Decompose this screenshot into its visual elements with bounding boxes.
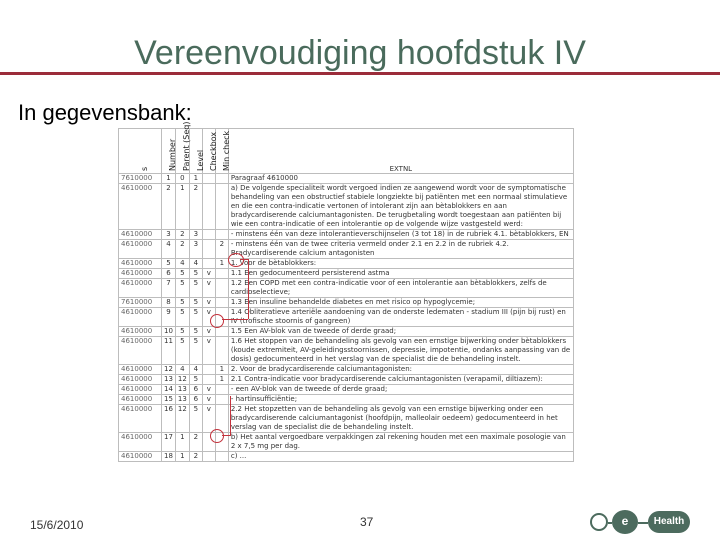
table-cell: 5 bbox=[175, 308, 189, 327]
table-cell-text: 1.1 Een gedocumenteerd persisterend astma bbox=[228, 269, 573, 279]
table-row bbox=[119, 184, 574, 230]
table-cell: 4610000 bbox=[119, 433, 162, 452]
table-cell: 5 bbox=[189, 308, 202, 327]
table-row bbox=[119, 298, 574, 308]
header-min-check: Min check bbox=[215, 129, 228, 174]
logo-line-icon bbox=[638, 522, 648, 524]
table-cell: 18 bbox=[162, 452, 176, 462]
table-cell: 13 bbox=[175, 385, 189, 395]
table-cell: 1 bbox=[189, 174, 202, 184]
table-cell bbox=[215, 395, 228, 405]
footer-date: 15/6/2010 bbox=[30, 518, 84, 532]
table-cell: 5 bbox=[189, 327, 202, 337]
table-cell: 5 bbox=[175, 298, 189, 308]
table-cell: 4610000 bbox=[119, 405, 162, 433]
table-cell: 13 bbox=[175, 395, 189, 405]
table-cell: 5 bbox=[162, 259, 176, 269]
table-cell: 2 bbox=[189, 184, 202, 230]
table-cell: v bbox=[202, 269, 215, 279]
table-row bbox=[119, 259, 574, 269]
table-cell: 4610000 bbox=[119, 184, 162, 230]
slide-title: Vereenvoudiging hoofdstuk IV bbox=[134, 34, 586, 72]
table-cell: 2 bbox=[175, 240, 189, 259]
table-cell bbox=[215, 327, 228, 337]
table-row bbox=[119, 308, 574, 327]
logo-health-badge: Health bbox=[648, 511, 690, 533]
header-checkbox: Checkbox bbox=[202, 129, 215, 174]
annotation-line-group2 bbox=[230, 396, 231, 436]
annotation-connector-group1 bbox=[222, 319, 248, 320]
table-cell-text: - een AV-blok van de tweede of derde graad; bbox=[228, 385, 573, 395]
table-cell: 3 bbox=[189, 240, 202, 259]
table-cell: 4610000 bbox=[119, 308, 162, 327]
table-row bbox=[119, 327, 574, 337]
table-cell bbox=[215, 337, 228, 365]
table-cell bbox=[215, 385, 228, 395]
annotation-connector-top bbox=[240, 259, 248, 260]
table-cell: 2 bbox=[215, 240, 228, 259]
table-cell bbox=[215, 174, 228, 184]
table-cell: 8 bbox=[162, 298, 176, 308]
table-cell bbox=[215, 452, 228, 462]
table-cell: v bbox=[202, 395, 215, 405]
table-cell: 5 bbox=[175, 337, 189, 365]
table-cell-text: 2. Voor de bradycardiserende calciumantagonisten: bbox=[228, 365, 573, 375]
table-cell: 12 bbox=[175, 405, 189, 433]
table-cell: 14 bbox=[162, 385, 176, 395]
logo-e-badge: e bbox=[612, 510, 638, 534]
table-cell: 16 bbox=[162, 405, 176, 433]
table-cell: v bbox=[202, 405, 215, 433]
table-cell: 5 bbox=[189, 375, 202, 385]
table-cell: v bbox=[202, 279, 215, 298]
table-cell: 5 bbox=[189, 279, 202, 298]
table-cell: 4 bbox=[175, 259, 189, 269]
table-cell: 17 bbox=[162, 433, 176, 452]
table-cell: 3 bbox=[162, 230, 176, 240]
table-cell: 0 bbox=[175, 174, 189, 184]
table-row bbox=[119, 433, 574, 452]
table-cell-text: 1.6 Het stoppen van de behandeling als gevolg van een ernstige bijwerking onder bètablokkers (koude extremiteit, AV-geleidingsstoornissen, depressie, impotentie, ondanks aanpassing van de dosis) gedocumenteerd in het verslag van de specialist die de behandeling instelt. bbox=[228, 337, 573, 365]
annotation-circle-checkbox-2 bbox=[210, 429, 224, 443]
table-cell-text: 1.2 Een COPD met een contra-indicatie voor of een intolerantie aan bètablokkers, zelfs de cardioselectieve; bbox=[228, 279, 573, 298]
table-cell: 4610000 bbox=[119, 365, 162, 375]
table-cell-text: - minstens één van deze intolerantieverschijnselen (3 tot 18) in de rubriek 4.1. bètablokkers, EN bbox=[228, 230, 573, 240]
table-row bbox=[119, 375, 574, 385]
table-cell-text: c) ... bbox=[228, 452, 573, 462]
table-row bbox=[119, 279, 574, 298]
table-cell: 5 bbox=[189, 405, 202, 433]
table-cell: 3 bbox=[189, 230, 202, 240]
table-cell bbox=[215, 184, 228, 230]
table-cell bbox=[215, 279, 228, 298]
footer-page-number: 37 bbox=[360, 515, 374, 529]
header-parent: Parent (Seq) bbox=[175, 129, 189, 174]
table-row bbox=[119, 452, 574, 462]
table-cell: 11 bbox=[162, 337, 176, 365]
annotation-circle-min-check bbox=[228, 253, 244, 267]
table-cell-text: - hartinsufficiëntie; bbox=[228, 395, 573, 405]
title-divider bbox=[0, 72, 720, 75]
table-row bbox=[119, 405, 574, 433]
table-cell: 12 bbox=[162, 365, 176, 375]
table-cell: 6 bbox=[189, 395, 202, 405]
table-cell-text: 2.1 Contra-indicatie voor bradycardiserende calciumantagonisten (verapamil, diltiazem): bbox=[228, 375, 573, 385]
table-cell-text: - minstens één van de twee criteria vermeld onder 2.1 en 2.2 in de rubriek 4.2. Bradycardiserende calcium antagonisten bbox=[228, 240, 573, 259]
table-cell: v bbox=[202, 385, 215, 395]
table-cell: 1 bbox=[175, 452, 189, 462]
table-cell: v bbox=[202, 327, 215, 337]
table-cell bbox=[202, 174, 215, 184]
table-row bbox=[119, 385, 574, 395]
table-row bbox=[119, 230, 574, 240]
table-row bbox=[119, 240, 574, 259]
table-cell bbox=[202, 230, 215, 240]
table-cell bbox=[215, 298, 228, 308]
table-cell: 5 bbox=[175, 279, 189, 298]
table-cell: 9 bbox=[162, 308, 176, 327]
table-cell: 4610000 bbox=[119, 385, 162, 395]
table-cell: 6 bbox=[162, 269, 176, 279]
table-cell: v bbox=[202, 308, 215, 327]
table-cell: 1 bbox=[175, 184, 189, 230]
table-cell: 2 bbox=[162, 184, 176, 230]
table-cell bbox=[215, 230, 228, 240]
table-cell: 4610000 bbox=[119, 452, 162, 462]
table-cell: 4610000 bbox=[119, 269, 162, 279]
table-cell: 7 bbox=[162, 279, 176, 298]
header-s: s bbox=[119, 129, 162, 174]
table-cell: 1 bbox=[162, 174, 176, 184]
table-cell: 4610000 bbox=[119, 259, 162, 269]
table-cell: v bbox=[202, 337, 215, 365]
table-cell-text: b) Het aantal vergoedbare verpakkingen zal rekening houden met een maximale posologie van 2 x 7,5 mg per dag. bbox=[228, 433, 573, 452]
table-cell-text: 2.2 Het stopzetten van de behandeling als gevolg van een ernstige bijwerking onder een bradycardiserende calciumantagonist (hoofdpijn, malleolair oedeem) gedocumenteerd in het verslag van de specialist die de behandeling instelt. bbox=[228, 405, 573, 433]
table-cell bbox=[215, 269, 228, 279]
table-cell bbox=[202, 365, 215, 375]
table-cell: 5 bbox=[189, 269, 202, 279]
table-cell: 1 bbox=[215, 375, 228, 385]
table-cell: 2 bbox=[189, 433, 202, 452]
table-cell: 1 bbox=[215, 365, 228, 375]
table-cell: 7610000 bbox=[119, 298, 162, 308]
table-cell bbox=[202, 259, 215, 269]
table-cell: 4610000 bbox=[119, 230, 162, 240]
table-cell bbox=[202, 452, 215, 462]
logo-ring-icon bbox=[590, 513, 608, 531]
table-cell-text: a) De volgende specialiteit wordt vergoed indien ze aangewend wordt voor de symptomatische behandeling van een obstructief stabiele longziekte bij patiënten met een normaal stimulatieve en die een contra-indicatie vertonen of intolerant zijn aan bètablokkers en aan bradycardiserende calciumantagonisten. De terugbetaling wordt toegestaan aan patiënten bij wie een contra-indicatie of een intolerantie op de volgende wijze vastgesteld werd: bbox=[228, 184, 573, 230]
table-cell bbox=[202, 375, 215, 385]
annotation-circle-checkbox-1 bbox=[210, 314, 224, 328]
table-cell: 4610000 bbox=[119, 240, 162, 259]
table-cell: 2 bbox=[189, 452, 202, 462]
table-cell-text: 1.3 Een insuline behandelde diabetes en met risico op hypoglycemie; bbox=[228, 298, 573, 308]
table-cell: 4 bbox=[189, 259, 202, 269]
table-cell: 13 bbox=[162, 375, 176, 385]
database-table-image bbox=[118, 121, 592, 504]
table-cell: 1 bbox=[215, 259, 228, 269]
header-text: EXTNL bbox=[228, 129, 573, 174]
table-cell: 2 bbox=[175, 230, 189, 240]
annotation-line-group1 bbox=[248, 259, 249, 319]
table-cell: 4 bbox=[189, 365, 202, 375]
table-cell: 6 bbox=[189, 385, 202, 395]
table-cell: 1 bbox=[175, 433, 189, 452]
table-row bbox=[119, 365, 574, 375]
table-cell: 4610000 bbox=[119, 395, 162, 405]
table-cell-text: 1. Voor de bètablokkers: bbox=[228, 259, 573, 269]
table-cell: 5 bbox=[189, 298, 202, 308]
table-row bbox=[119, 269, 574, 279]
table-header-row bbox=[119, 129, 574, 174]
table-cell: 5 bbox=[175, 327, 189, 337]
table-cell: v bbox=[202, 298, 215, 308]
table-cell: 4610000 bbox=[119, 375, 162, 385]
table-cell: 5 bbox=[175, 269, 189, 279]
table-cell: 15 bbox=[162, 395, 176, 405]
table-cell bbox=[202, 184, 215, 230]
table-cell-text: 1.4 Obliteratieve arteriële aandoening van de onderste ledematen - stadium III (pijn bij rust) en IV (trofische stoornis of gangreen) bbox=[228, 308, 573, 327]
table-cell: 10 bbox=[162, 327, 176, 337]
table-cell: 4610000 bbox=[119, 327, 162, 337]
table-cell: 4 bbox=[175, 365, 189, 375]
slide-subtitle: In gegevensbank: bbox=[18, 100, 192, 125]
header-number: Number bbox=[162, 129, 176, 174]
table-cell bbox=[202, 240, 215, 259]
table-row bbox=[119, 395, 574, 405]
table-cell: 4610000 bbox=[119, 279, 162, 298]
table-cell-text: 1.5 Een AV-blok van de tweede of derde graad; bbox=[228, 327, 573, 337]
table-row bbox=[119, 337, 574, 365]
table-cell: 4610000 bbox=[119, 337, 162, 365]
header-level: Level bbox=[189, 129, 202, 174]
table-cell: 5 bbox=[189, 337, 202, 365]
table-cell: 7610000 bbox=[119, 174, 162, 184]
table-row bbox=[119, 174, 574, 184]
database-table bbox=[118, 121, 574, 462]
table-cell: 4 bbox=[162, 240, 176, 259]
table-cell-text: Paragraaf 4610000 bbox=[228, 174, 573, 184]
table-cell: 12 bbox=[175, 375, 189, 385]
annotation-connector-group2 bbox=[222, 435, 230, 436]
